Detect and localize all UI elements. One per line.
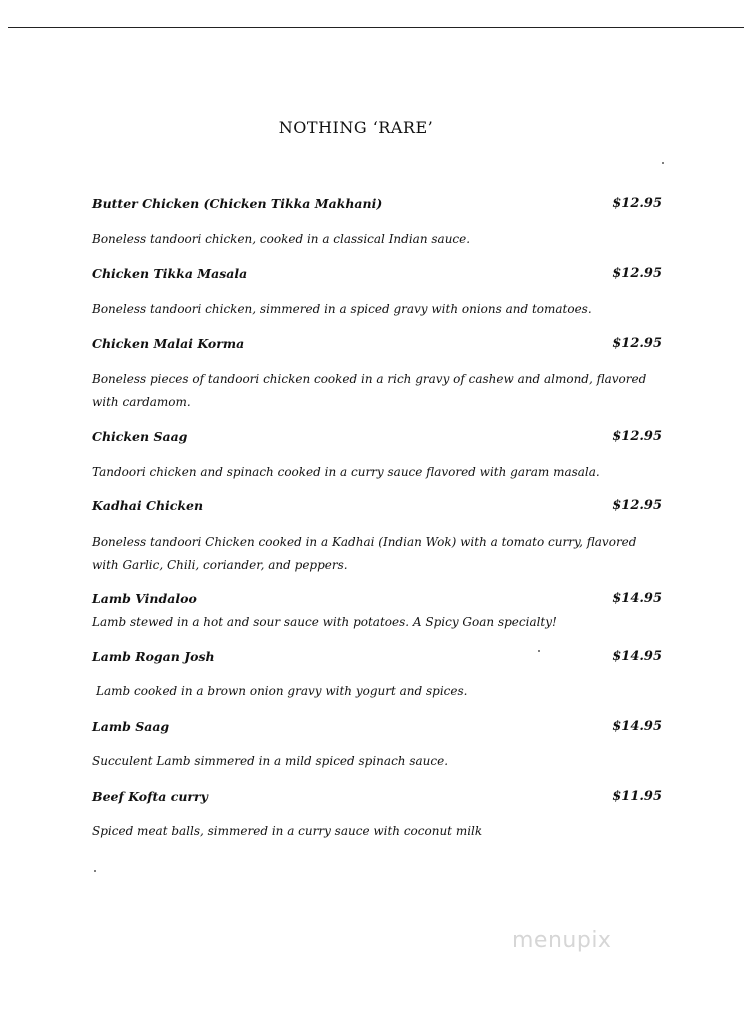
item-price: $12.95 xyxy=(612,196,662,211)
item-name: Beef Kofta curry xyxy=(92,789,208,804)
top-rule xyxy=(8,27,744,28)
item-name: Lamb Vindaloo xyxy=(92,591,197,606)
item-description: Boneless tandoori chicken, simmered in a spiced gravy with onions and tomatoes. xyxy=(92,302,592,316)
item-name: Kadhai Chicken xyxy=(92,498,204,513)
page-title: NOTHING ‘RARE’ xyxy=(278,118,434,137)
item-price: $12.95 xyxy=(612,266,662,281)
scan-speck xyxy=(662,162,664,164)
item-description: Spiced meat balls, simmered in a curry sauce with coconut milk xyxy=(92,824,483,838)
scan-speck xyxy=(538,650,540,652)
item-description: Boneless tandoori chicken, cooked in a classical Indian sauce. xyxy=(92,232,471,246)
item-name: Chicken Malai Korma xyxy=(92,336,245,351)
item-name: Lamb Rogan Josh xyxy=(92,649,215,664)
watermark: menupix xyxy=(512,928,612,953)
item-price: $11.95 xyxy=(612,789,662,804)
item-price: $14.95 xyxy=(612,649,662,664)
item-description: Lamb stewed in a hot and sour sauce with potatoes. A Spicy Goan specialty! xyxy=(92,615,557,629)
item-price: $14.95 xyxy=(612,591,662,606)
item-name: Chicken Tikka Masala xyxy=(92,266,248,281)
item-price: $12.95 xyxy=(612,498,662,513)
item-name: Butter Chicken (Chicken Tikka Makhani) xyxy=(92,196,383,211)
scan-speck xyxy=(94,870,96,872)
item-description: Lamb cooked in a brown onion gravy with yogurt and spices. xyxy=(96,684,468,698)
item-description: Boneless pieces of tandoori chicken cooked in a rich gravy of cashew and almond, flavored with cardamom. xyxy=(92,372,647,409)
item-description: Boneless tandoori Chicken cooked in a Kadhai (Indian Wok) with a tomato curry, flavored with Garlic, Chili, coriander, and peppers. xyxy=(92,535,637,572)
item-name: Chicken Saag xyxy=(92,429,188,444)
item-description: Tandoori chicken and spinach cooked in a curry sauce flavored with garam masala. xyxy=(92,465,600,479)
item-description: Succulent Lamb simmered in a mild spiced spinach sauce. xyxy=(92,754,449,768)
item-price: $14.95 xyxy=(612,719,662,734)
item-name: Lamb Saag xyxy=(92,719,170,734)
item-price: $12.95 xyxy=(612,429,662,444)
item-price: $12.95 xyxy=(612,336,662,351)
